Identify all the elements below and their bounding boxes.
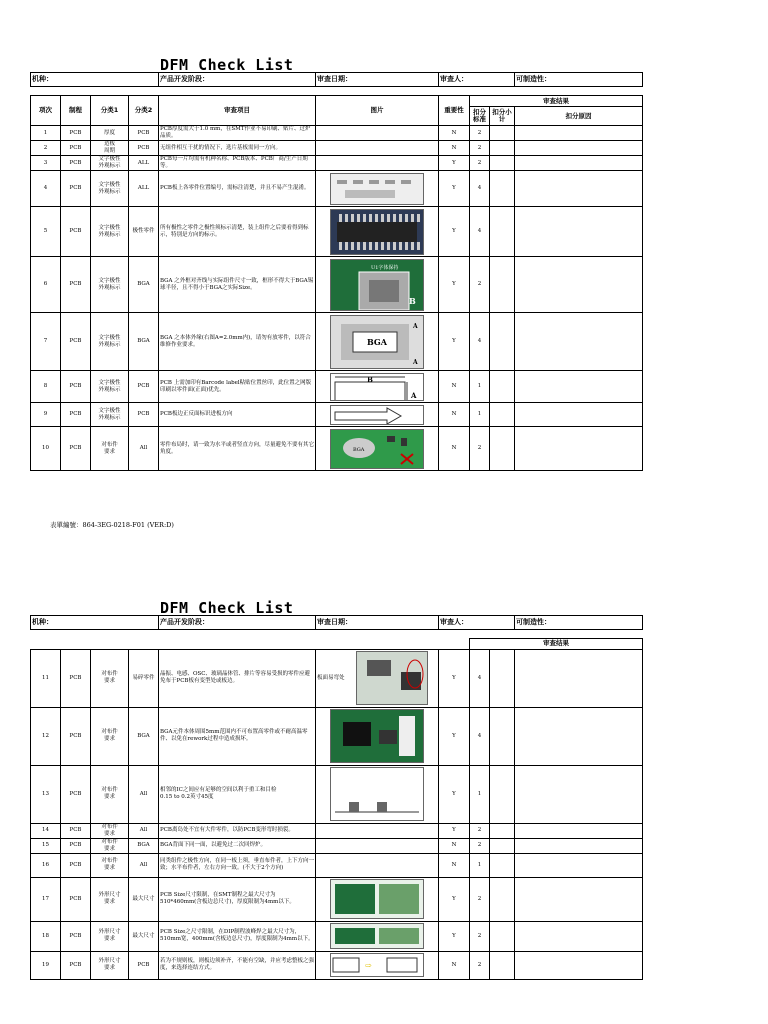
table-row	[31, 649, 643, 707]
row-deduct-reason[interactable]	[515, 877, 643, 921]
row-picture	[316, 207, 439, 257]
table-row	[31, 765, 643, 823]
row-cat2: 易碎零件	[129, 649, 159, 707]
row-no: 2	[31, 141, 61, 156]
row-no: 19	[31, 951, 61, 979]
table-row	[31, 838, 643, 853]
row-importance: Y	[439, 823, 470, 838]
row-deduct-sub[interactable]	[490, 877, 515, 921]
stage-label: 产品开发阶段：	[159, 73, 316, 87]
row-process: PCB	[61, 765, 91, 823]
row-deduct-std: 2	[470, 823, 490, 838]
row-importance: Y	[439, 707, 470, 765]
table-row	[31, 951, 643, 979]
row-process: PCB	[61, 156, 91, 171]
row-picture	[316, 126, 439, 141]
svg-text:A: A	[413, 322, 418, 330]
row-cat1: 厚度	[91, 126, 129, 141]
sheet1-title: DFM Check List	[160, 56, 294, 74]
col-no: 项次	[31, 96, 61, 126]
table-row	[31, 313, 643, 371]
figure-size	[330, 923, 424, 949]
row-cat2: 最大尺寸	[129, 921, 159, 951]
col-cat1: 分类1	[91, 96, 129, 126]
row-deduct-reason[interactable]	[515, 921, 643, 951]
row-item: PCB板边正反面标识进板方向	[159, 403, 316, 427]
row-cat2: PCB	[129, 403, 159, 427]
row-deduct-sub[interactable]	[490, 951, 515, 979]
row-deduct-reason[interactable]	[515, 207, 643, 257]
row-picture	[316, 156, 439, 171]
row-deduct-std: 2	[470, 877, 490, 921]
row-deduct-reason[interactable]	[515, 427, 643, 471]
figure-size	[330, 879, 424, 919]
row-item: PCB 上需加印有Barcode label粘贴位置丝印，此位置之网版印刷以零件面(正面)优先。	[159, 371, 316, 403]
row-process: PCB	[61, 207, 91, 257]
row-deduct-reason[interactable]	[515, 649, 643, 707]
col-deduct-reason: 扣分原因	[515, 107, 643, 126]
row-process: PCB	[61, 403, 91, 427]
row-cat2: 极性零件	[129, 207, 159, 257]
row-cat2: All	[129, 765, 159, 823]
row-process: PCB	[61, 126, 91, 141]
row-process: PCB	[61, 171, 91, 207]
row-importance: Y	[439, 649, 470, 707]
row-item: PCB Size尺寸限制，在SMT制程之最大尺寸为510*460mm(含板边总尺寸)，厚度限制为4mm以下。	[159, 877, 316, 921]
row-no: 17	[31, 877, 61, 921]
row-deduct-sub[interactable]	[490, 823, 515, 838]
row-deduct-sub[interactable]	[490, 707, 515, 765]
col-picture: 图片	[316, 96, 439, 126]
row-deduct-sub[interactable]	[490, 126, 515, 141]
row-picture	[316, 838, 439, 853]
row-cat2: BGA	[129, 313, 159, 371]
row-deduct-sub[interactable]	[490, 313, 515, 371]
svg-text:A: A	[413, 358, 418, 366]
row-deduct-reason[interactable]	[515, 403, 643, 427]
row-deduct-reason[interactable]	[515, 141, 643, 156]
figure-soic	[330, 209, 424, 255]
row-deduct-sub[interactable]	[490, 207, 515, 257]
row-deduct-sub[interactable]	[490, 156, 515, 171]
row-picture	[316, 371, 439, 403]
row-cat2: All	[129, 823, 159, 838]
row-cat2: BGA	[129, 707, 159, 765]
row-no: 4	[31, 171, 61, 207]
row-process: PCB	[61, 838, 91, 853]
row-importance: N	[439, 951, 470, 979]
figure-greenboard	[330, 429, 424, 469]
row-cat2: ALL	[129, 171, 159, 207]
row-deduct-std: 2	[470, 141, 490, 156]
row-deduct-sub[interactable]	[490, 921, 515, 951]
col-item: 审查项目	[159, 96, 316, 126]
table-row	[31, 853, 643, 877]
row-importance: Y	[439, 921, 470, 951]
row-picture	[316, 403, 439, 427]
row-deduct-sub[interactable]	[490, 171, 515, 207]
col-importance: 重要性	[439, 96, 470, 126]
figure-board2	[330, 709, 424, 763]
svg-text:U1字体保持: U1字体保持	[371, 264, 399, 271]
row-deduct-sub[interactable]	[490, 838, 515, 853]
row-picture	[316, 877, 439, 921]
row-no: 3	[31, 156, 61, 171]
row-cat2: BGA	[129, 838, 159, 853]
row-cat2: PCB	[129, 126, 159, 141]
svg-text:B: B	[367, 374, 373, 384]
row-cat1: 文字极性 外观标示	[91, 171, 129, 207]
row-item: 若为不规则板，则板边须补齐，不能有空缺，并应考虑整板之强度，来选择连结方式。	[159, 951, 316, 979]
row-importance: N	[439, 141, 470, 156]
row-cat1: 造板 周期	[91, 141, 129, 156]
table-row	[31, 257, 643, 313]
row-deduct-std: 2	[470, 921, 490, 951]
row-picture	[316, 823, 439, 838]
sheet2-title: DFM Check List	[160, 599, 294, 617]
row-cat2: PCB	[129, 371, 159, 403]
row-process: PCB	[61, 141, 91, 156]
row-item: 相邻的IC之间应有足够的空间以利于重工和目检 0.15 to 0.2英寸45度	[159, 765, 316, 823]
row-cat1: 对布件 要求	[91, 853, 129, 877]
row-deduct-std: 2	[470, 838, 490, 853]
row-item: 同类组件之极性方向，在同一板上须，垂直布件者，上下方向一致；水平布件者，左右方向一致。(不大于2个方向)	[159, 853, 316, 877]
row-deduct-sub[interactable]	[490, 403, 515, 427]
table-row	[31, 921, 643, 951]
row-process: PCB	[61, 257, 91, 313]
row-importance: N	[439, 838, 470, 853]
row-deduct-sub[interactable]	[490, 141, 515, 156]
svg-text:BGA: BGA	[367, 336, 387, 347]
row-deduct-std: 4	[470, 707, 490, 765]
row-no: 12	[31, 707, 61, 765]
svg-text:⇨: ⇨	[365, 961, 372, 970]
row-cat1: 外形尺寸 要求	[91, 921, 129, 951]
sheet2	[30, 615, 642, 980]
row-deduct-std: 2	[470, 257, 490, 313]
row-importance: N	[439, 126, 470, 141]
model-label-2: 机种：	[31, 616, 159, 630]
row-no: 1	[31, 126, 61, 141]
row-process: PCB	[61, 921, 91, 951]
row-process: PCB	[61, 951, 91, 979]
row-picture	[316, 951, 439, 979]
table-row	[31, 427, 643, 471]
svg-text:A: A	[411, 390, 417, 400]
row-item: 所有极性之零件之极性须标示清楚，装上组件之后要看得到标示，特别是方向的标示。	[159, 207, 316, 257]
row-importance: Y	[439, 877, 470, 921]
table-row	[31, 141, 643, 156]
col-result: 审查结果	[470, 96, 643, 107]
sheet1	[30, 72, 642, 471]
row-deduct-sub[interactable]	[490, 649, 515, 707]
row-item: BGA 之外框对齐线与实际组件尺寸一致，框形不得大于BGA锡球半径，且不得小于BGA之实际Size。	[159, 257, 316, 313]
sheet1-rows	[31, 126, 643, 471]
row-cat2: All	[129, 427, 159, 471]
row-process: PCB	[61, 707, 91, 765]
row-picture	[316, 649, 439, 707]
row-cat2: ALL	[129, 156, 159, 171]
row-importance: Y	[439, 257, 470, 313]
row-picture	[316, 853, 439, 877]
row-no: 7	[31, 313, 61, 371]
figure-barcode	[330, 373, 424, 401]
table-row	[31, 403, 643, 427]
row-cat1: 对布件 要求	[91, 838, 129, 853]
col-deduct-sub: 扣分小计	[490, 107, 515, 126]
figure-ics	[330, 767, 424, 821]
row-deduct-std: 4	[470, 313, 490, 371]
row-cat1: 对布件 要求	[91, 649, 129, 707]
row-importance: Y	[439, 171, 470, 207]
row-picture	[316, 257, 439, 313]
row-item: BGA 之本体外缘(右图A=2.0mm内)，请勿有放零件，以符合维修作业要求。	[159, 313, 316, 371]
col-process: 制程	[61, 96, 91, 126]
row-deduct-reason[interactable]	[515, 371, 643, 403]
table-row	[31, 126, 643, 141]
row-deduct-reason[interactable]	[515, 156, 643, 171]
svg-text:BGA: BGA	[353, 446, 365, 453]
row-deduct-std: 1	[470, 403, 490, 427]
row-no: 10	[31, 427, 61, 471]
row-cat1: 对布件 要求	[91, 427, 129, 471]
row-process: PCB	[61, 823, 91, 838]
row-cat1: 外形尺寸 要求	[91, 951, 129, 979]
row-process: PCB	[61, 427, 91, 471]
row-item: PCB离岛处不宜有大件零件，以防PCB变形弯时损裂。	[159, 823, 316, 838]
row-cat1: 文字极性 外观标示	[91, 257, 129, 313]
table-row	[31, 823, 643, 838]
feasibility-label-2: 可制造性：	[515, 616, 643, 630]
row-deduct-std: 2	[470, 427, 490, 471]
figure-board1	[356, 651, 428, 705]
row-deduct-std: 4	[470, 649, 490, 707]
row-process: PCB	[61, 853, 91, 877]
row-cat1: 对布件 要求	[91, 765, 129, 823]
row-cat2: BGA	[129, 257, 159, 313]
svg-text:B: B	[409, 295, 416, 306]
row-deduct-std: 1	[470, 371, 490, 403]
row-cat1: 外形尺寸 要求	[91, 877, 129, 921]
row-item: 晶振、电感、OSC、玻璃晶体管、排片等容易受损的零件应避免布于PCB板有变型处或板边。	[159, 649, 316, 707]
row-no: 14	[31, 823, 61, 838]
row-item: PCB Size之尺寸限制，在DIP制程波峰焊之最大尺寸为，510mm宽，400mm(含板边总尺寸)，厚度限制为4mm以下。	[159, 921, 316, 951]
row-deduct-std: 4	[470, 207, 490, 257]
row-no: 9	[31, 403, 61, 427]
figure-panel	[330, 953, 424, 977]
row-item: PCB厚度需大于1.0 mm，在SMT作业不易印刷、贴片、过炉品质。	[159, 126, 316, 141]
form-number: 表單編號：864-3EG-0218-F01 (VER:D)	[50, 521, 174, 529]
table-row	[31, 877, 643, 921]
row-picture	[316, 707, 439, 765]
row-deduct-sub[interactable]	[490, 427, 515, 471]
row-picture	[316, 427, 439, 471]
row-deduct-reason[interactable]	[515, 707, 643, 765]
row-deduct-reason[interactable]	[515, 838, 643, 853]
col-deduct-std: 扣分标准	[470, 107, 490, 126]
row-cat1: 文字极性 外观标示	[91, 403, 129, 427]
row-deduct-std: 1	[470, 765, 490, 823]
row-item: BGA背面下同一面，以避免过二次回焊炉。	[159, 838, 316, 853]
row-no: 5	[31, 207, 61, 257]
date-label: 审查日期：	[316, 73, 439, 87]
row-item: PCB每一片均需有机种名称、PCB版本、PCB厂商/生产日期等。	[159, 156, 316, 171]
figure-silk	[330, 173, 424, 205]
table-row	[31, 371, 643, 403]
row-no: 18	[31, 921, 61, 951]
row-process: PCB	[61, 313, 91, 371]
row-no: 15	[31, 838, 61, 853]
row-item: BGA元件本体周围5mm范围内不可布置高零件或不耐高温零件、以免在rework过程中造成损坏。	[159, 707, 316, 765]
row-deduct-reason[interactable]	[515, 171, 643, 207]
row-importance: Y	[439, 207, 470, 257]
row-importance: Y	[439, 313, 470, 371]
row-importance: Y	[439, 156, 470, 171]
row-process: PCB	[61, 649, 91, 707]
row-item: 零件布局时，请一致为水平或者竖直方向，尽量避免不要有其它角度。	[159, 427, 316, 471]
row-importance: N	[439, 853, 470, 877]
model-label: 机种：	[31, 73, 159, 87]
row-cat2: PCB	[129, 141, 159, 156]
date-label-2: 审查日期：	[316, 616, 439, 630]
row-deduct-sub[interactable]	[490, 853, 515, 877]
picture-note: 板面易弯处	[317, 674, 345, 681]
row-deduct-std: 4	[470, 171, 490, 207]
row-deduct-std: 2	[470, 156, 490, 171]
row-picture	[316, 171, 439, 207]
figure-arrow	[330, 405, 424, 425]
row-picture	[316, 765, 439, 823]
row-cat1: 对布件 要求	[91, 707, 129, 765]
col-cat2: 分类2	[129, 96, 159, 126]
row-cat2: PCB	[129, 951, 159, 979]
row-no: 8	[31, 371, 61, 403]
table-row	[31, 171, 643, 207]
row-cat1: 对布件 要求	[91, 823, 129, 838]
row-deduct-reason[interactable]	[515, 257, 643, 313]
row-importance: N	[439, 371, 470, 403]
row-picture	[316, 313, 439, 371]
row-deduct-sub[interactable]	[490, 257, 515, 313]
table-row	[31, 707, 643, 765]
feasibility-label: 可制造性：	[515, 73, 643, 87]
row-picture	[316, 141, 439, 156]
row-deduct-std: 2	[470, 951, 490, 979]
row-cat1: 文字极性 外观标示	[91, 371, 129, 403]
col-result-2: 审查结果	[470, 639, 643, 650]
row-importance: N	[439, 403, 470, 427]
row-cat2: All	[129, 853, 159, 877]
row-cat1: 文字极性 外观标示	[91, 156, 129, 171]
row-no: 16	[31, 853, 61, 877]
row-deduct-std: 1	[470, 853, 490, 877]
row-cat2: 最大尺寸	[129, 877, 159, 921]
row-no: 6	[31, 257, 61, 313]
row-item: PCB板上各零件位置编号，需标注清楚，并且不易产生混淆。	[159, 171, 316, 207]
stage-label-2: 产品开发阶段：	[159, 616, 316, 630]
row-deduct-std: 2	[470, 126, 490, 141]
reviewer-label: 审查人：	[439, 73, 515, 87]
reviewer-label-2: 审查人：	[439, 616, 515, 630]
row-process: PCB	[61, 877, 91, 921]
row-process: PCB	[61, 371, 91, 403]
table-row	[31, 207, 643, 257]
row-deduct-reason[interactable]	[515, 313, 643, 371]
figure-bgaoutline	[330, 315, 424, 369]
row-deduct-reason[interactable]	[515, 765, 643, 823]
row-deduct-reason[interactable]	[515, 853, 643, 877]
row-importance: N	[439, 427, 470, 471]
row-no: 13	[31, 765, 61, 823]
row-picture	[316, 921, 439, 951]
sheet2-rows	[31, 649, 643, 979]
row-deduct-reason[interactable]	[515, 823, 643, 838]
figure-bgaboard	[330, 259, 424, 311]
row-item: 无组件相互干扰的情况下，选片基板需同一方向。	[159, 141, 316, 156]
table-row	[31, 156, 643, 171]
row-importance: Y	[439, 765, 470, 823]
row-cat1: 文字极性 外观标示	[91, 207, 129, 257]
row-deduct-reason[interactable]	[515, 126, 643, 141]
row-deduct-sub[interactable]	[490, 765, 515, 823]
row-no: 11	[31, 649, 61, 707]
row-cat1: 文字极性 外观标示	[91, 313, 129, 371]
row-deduct-sub[interactable]	[490, 371, 515, 403]
row-deduct-reason[interactable]	[515, 951, 643, 979]
